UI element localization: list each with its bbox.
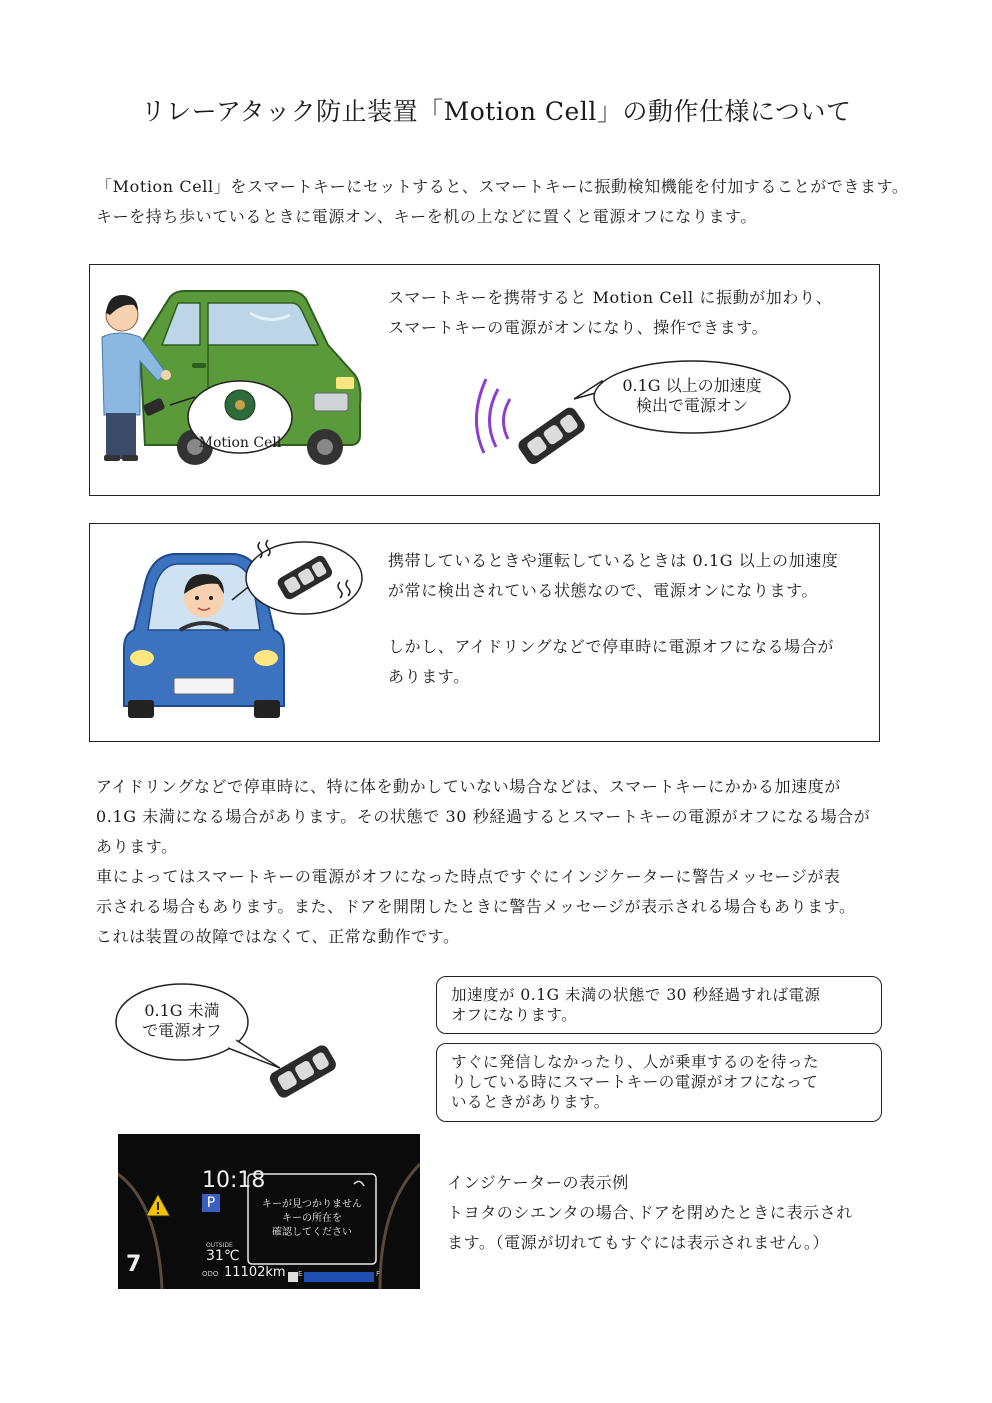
section-driving-box bbox=[89, 523, 880, 742]
key-with-waves-illustration bbox=[470, 357, 800, 477]
body-line: 車によってはスマートキーの電源がオフになった時点ですぐにインジケーターに警告メッセージが表 bbox=[96, 867, 841, 886]
odo-label: ODO bbox=[202, 1270, 219, 1278]
person-green-car-illustration bbox=[100, 285, 370, 490]
text-line: オフになります。 bbox=[451, 1006, 578, 1024]
text-line: 携帯しているときや運転しているときは 0.1G 以上の加速度 bbox=[388, 551, 839, 570]
page-title: リレーアタック防止装置「Motion Cell」の動作仕様について bbox=[140, 97, 852, 126]
outside-temp: 31℃ bbox=[206, 1248, 240, 1264]
message-line: キーが見つかりません bbox=[262, 1199, 362, 1210]
odometer: 11102km bbox=[224, 1265, 286, 1280]
bubble-line: 検出で電源オン bbox=[635, 396, 749, 415]
message-line: 確認してください bbox=[272, 1227, 352, 1238]
back-arrow-icon bbox=[354, 1181, 364, 1186]
dashboard-photo bbox=[118, 1134, 420, 1289]
motion-cell-label: Motion Cell bbox=[198, 435, 282, 451]
text-line: しかし、アイドリングなどで停車時に電源オフになる場合が bbox=[388, 637, 834, 656]
body-line: これは装置の故障ではなくて、正常な動作です。 bbox=[96, 927, 460, 946]
bubble-line: 0.1G 未満 bbox=[144, 1001, 220, 1020]
intro-line: 「Motion Cell」をスマートキーにセットすると、スマートキーに振動検知機能を付加することができます。 bbox=[96, 177, 909, 196]
text-line: りしている時にスマートキーの電源がオフになって bbox=[451, 1073, 819, 1091]
warning-message bbox=[252, 1198, 372, 1240]
fuel-empty-label: E bbox=[298, 1270, 303, 1278]
text-line: あります。 bbox=[388, 667, 470, 686]
body-line: 0.1G 未満になる場合があります。その状態で 30 秒経過するとスマートキーの電源がオフになる場合が bbox=[96, 807, 871, 826]
message-line: キーの所在を bbox=[282, 1213, 342, 1224]
info-box-timeout bbox=[436, 976, 882, 1034]
outside-label: OUTSIDE bbox=[206, 1242, 233, 1249]
caption-line: ます。（電源が切れてもすぐには表示されません。） bbox=[447, 1233, 830, 1252]
section-driving-text bbox=[388, 546, 868, 692]
body-text bbox=[96, 772, 926, 952]
fuel-pump-icon bbox=[288, 1272, 298, 1282]
bubble-line: で電源オフ bbox=[142, 1021, 222, 1040]
text-line: が常に検出されている状態なので、電源オンになります。 bbox=[388, 581, 819, 600]
info-box-waiting bbox=[436, 1043, 882, 1122]
key-power-off-illustration bbox=[110, 980, 350, 1105]
caption-line: インジケーターの表示例 bbox=[447, 1173, 629, 1192]
text-line: すぐに発信しなかったり、人が乗車するのを待った bbox=[451, 1053, 820, 1071]
body-line: アイドリングなどで停車時に、特に体を動かしていない場合などは、スマートキーにかかる加速度が bbox=[96, 777, 841, 796]
text-line: スマートキーを携帯すると Motion Cell に振動が加わり、 bbox=[388, 288, 833, 307]
fuel-full-label: F bbox=[376, 1270, 381, 1278]
body-line: あります。 bbox=[96, 837, 178, 856]
clock-display: 10:18 bbox=[202, 1168, 266, 1193]
indicator-caption bbox=[447, 1168, 907, 1258]
bubble-line: 0.1G 以上の加速度 bbox=[622, 376, 762, 395]
intro-text bbox=[96, 172, 936, 232]
text-line: 加速度が 0.1G 未満の状態で 30 秒経過すれば電源 bbox=[451, 986, 821, 1004]
speed-gauge-number: 7 bbox=[126, 1252, 142, 1277]
body-line: 示される場合もあります。また、ドアを開閉したときに警告メッセージが表示される場合もあります。 bbox=[96, 897, 856, 916]
intro-line: キーを持ち歩いているときに電源オン、キーを机の上などに置くと電源オフになります。 bbox=[96, 207, 757, 226]
caption-line: トヨタのシエンタの場合､ドアを閉めたときに表示され bbox=[447, 1203, 853, 1222]
gear-indicator: P bbox=[202, 1194, 220, 1212]
text-line: いるときがあります。 bbox=[451, 1093, 610, 1111]
section-walking-box bbox=[89, 264, 880, 496]
text-line: スマートキーの電源がオンになり、操作できます。 bbox=[388, 318, 769, 337]
section-walking-text bbox=[388, 283, 868, 343]
driver-blue-car-illustration bbox=[114, 538, 364, 738]
